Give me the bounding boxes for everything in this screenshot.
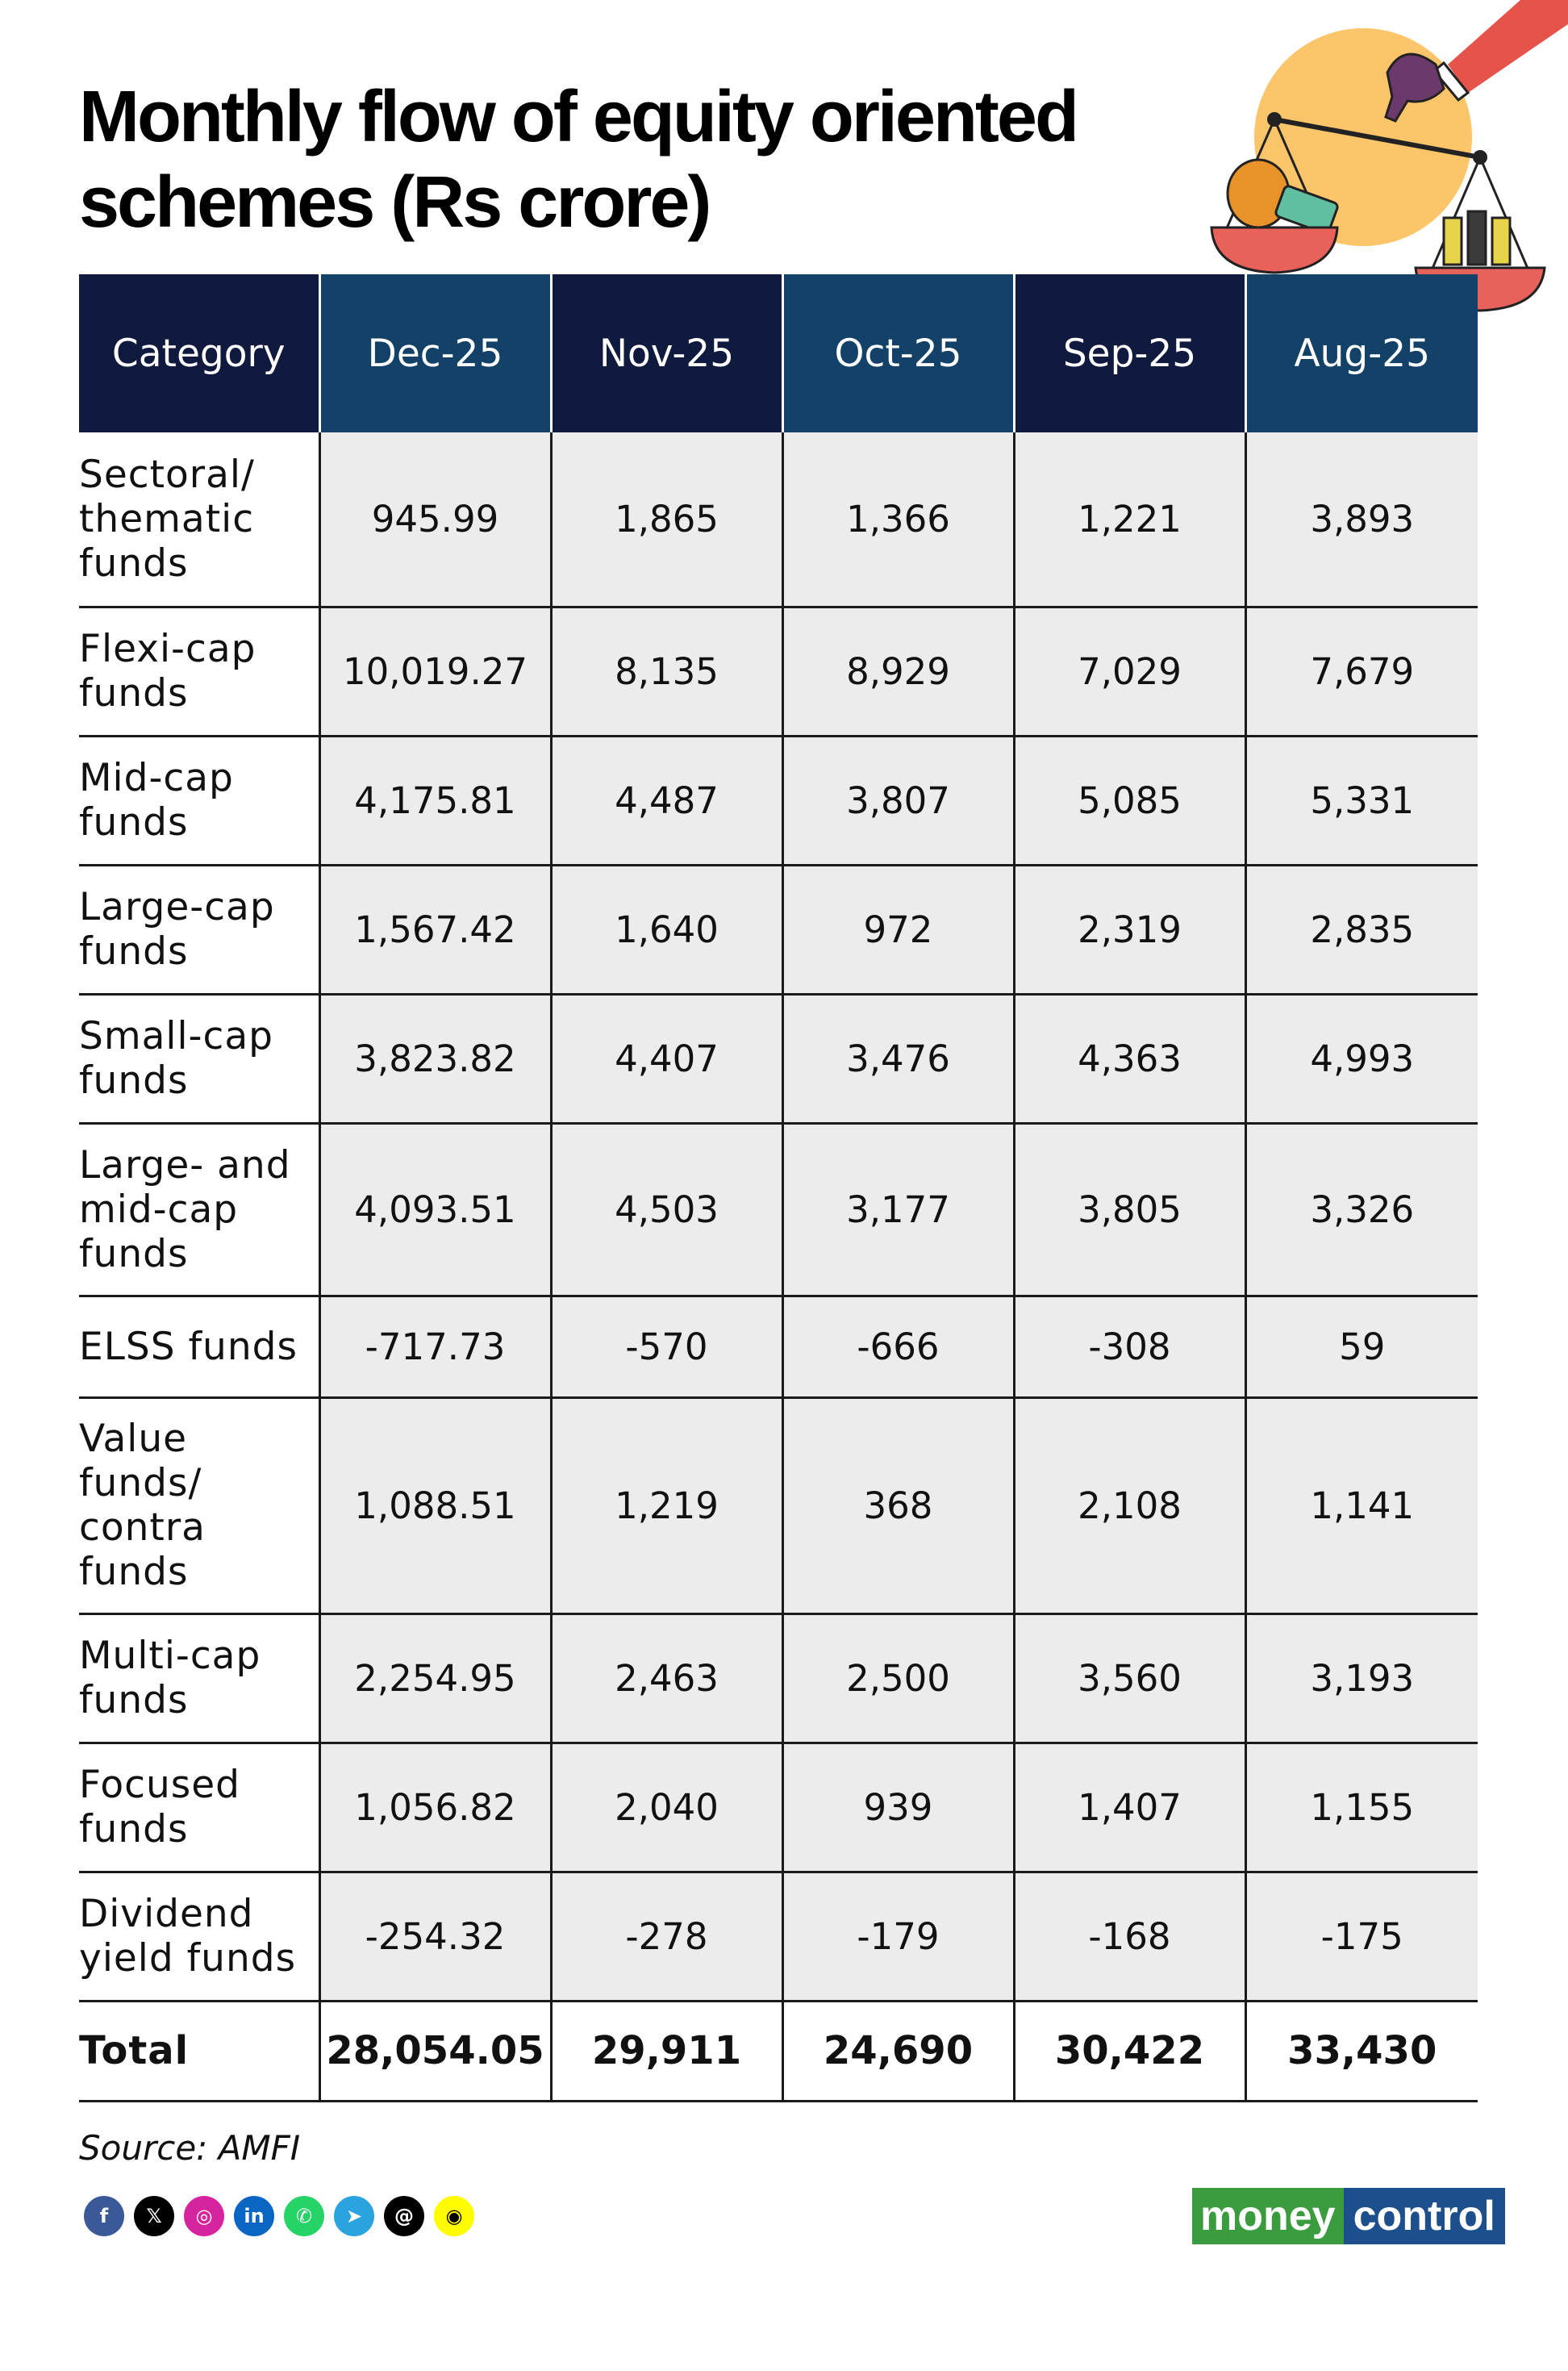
cell-sep-25: -308 — [1014, 1296, 1245, 1397]
moneycontrol-logo — [1192, 2188, 1505, 2244]
table-row — [79, 1123, 1478, 1296]
cell-dec-25: 945.99 — [319, 432, 551, 607]
cell-nov-25: 1,640 — [551, 865, 782, 994]
cell-dec-25: 4,093.51 — [319, 1123, 551, 1296]
row-category-small-cap-funds: Small-cap funds — [79, 994, 319, 1123]
cell-aug-25: 2,835 — [1245, 865, 1478, 994]
people-icon — [1444, 218, 1462, 265]
cell-aug-25: 7,679 — [1245, 607, 1478, 736]
cell-nov-25: 2,463 — [551, 1613, 782, 1743]
facebook-icon[interactable]: f — [84, 2196, 124, 2236]
total-oct-25: 24,690 — [782, 2001, 1014, 2101]
total-aug-25: 33,430 — [1245, 2001, 1478, 2101]
total-label: Total — [79, 2001, 319, 2101]
cell-dec-25: 4,175.81 — [319, 736, 551, 865]
row-category-dividend-yield-funds: Dividend yield funds — [79, 1872, 319, 2001]
telegram-icon[interactable]: ➤ — [334, 2196, 374, 2236]
table-row — [79, 994, 1478, 1123]
logo-part-control: control — [1344, 2188, 1505, 2244]
cell-nov-25: 4,487 — [551, 736, 782, 865]
cell-sep-25: 5,085 — [1014, 736, 1245, 865]
cell-nov-25: 4,407 — [551, 994, 782, 1123]
table-row — [79, 1743, 1478, 1872]
cell-sep-25: 4,363 — [1014, 994, 1245, 1123]
row-category-large-and-mid-cap-funds: Large- and mid-cap funds — [79, 1123, 319, 1296]
cell-oct-25: 8,929 — [782, 607, 1014, 736]
row-category-flexi-cap-funds: Flexi-cap funds — [79, 607, 319, 736]
row-category-focused-funds: Focused funds — [79, 1743, 319, 1872]
row-category-large-cap-funds: Large-cap funds — [79, 865, 319, 994]
header-sep-25: Sep-25 — [1014, 274, 1245, 432]
equity-flow-table — [79, 274, 1478, 2102]
header-oct-25: Oct-25 — [782, 274, 1014, 432]
instagram-icon[interactable]: ◎ — [184, 2196, 224, 2236]
cell-oct-25: 3,177 — [782, 1123, 1014, 1296]
cell-nov-25: 1,219 — [551, 1397, 782, 1613]
row-category-mid-cap-funds: Mid-cap funds — [79, 736, 319, 865]
cell-aug-25: 3,893 — [1245, 432, 1478, 607]
cell-aug-25: 5,331 — [1245, 736, 1478, 865]
cell-sep-25: 2,319 — [1014, 865, 1245, 994]
linkedin-icon[interactable]: in — [234, 2196, 274, 2236]
table-row — [79, 865, 1478, 994]
social-icons — [84, 2196, 474, 2236]
cell-dec-25: -254.32 — [319, 1872, 551, 2001]
cell-sep-25: 1,221 — [1014, 432, 1245, 607]
cell-nov-25: 1,865 — [551, 432, 782, 607]
row-category-elss-funds: ELSS funds — [79, 1296, 319, 1397]
cell-oct-25: 972 — [782, 865, 1014, 994]
cell-aug-25: 1,141 — [1245, 1397, 1478, 1613]
cell-nov-25: 4,503 — [551, 1123, 782, 1296]
table-row — [79, 432, 1478, 607]
cell-dec-25: -717.73 — [319, 1296, 551, 1397]
total-dec-25: 28,054.05 — [319, 2001, 551, 2101]
cell-dec-25: 1,088.51 — [319, 1397, 551, 1613]
table-row — [79, 1613, 1478, 1743]
cell-oct-25: 939 — [782, 1743, 1014, 1872]
cell-oct-25: 3,476 — [782, 994, 1014, 1123]
header-nov-25: Nov-25 — [551, 274, 782, 432]
cell-aug-25: 59 — [1245, 1296, 1478, 1397]
row-category-multi-cap-funds: Multi-cap funds — [79, 1613, 319, 1743]
cell-oct-25: -179 — [782, 1872, 1014, 2001]
cell-aug-25: 3,193 — [1245, 1613, 1478, 1743]
total-row — [79, 2001, 1478, 2101]
source-note: Source: AMFI — [79, 2128, 301, 2168]
table-row — [79, 1397, 1478, 1613]
cell-nov-25: -570 — [551, 1296, 782, 1397]
row-category-value-funds-contra-funds: Value funds/ contra funds — [79, 1397, 319, 1613]
table-row — [79, 1296, 1478, 1397]
table-body — [79, 432, 1478, 2101]
total-nov-25: 29,911 — [551, 2001, 782, 2101]
cell-aug-25: 4,993 — [1245, 994, 1478, 1123]
page-title-line-2: schemes (Rs crore) — [79, 162, 710, 243]
cell-aug-25: -175 — [1245, 1872, 1478, 2001]
hand-sleeve — [1448, 0, 1568, 93]
header-dec-25: Dec-25 — [319, 274, 551, 432]
cell-sep-25: 7,029 — [1014, 607, 1245, 736]
threads-icon[interactable]: @ — [384, 2196, 424, 2236]
cell-dec-25: 1,056.82 — [319, 1743, 551, 1872]
table-row — [79, 607, 1478, 736]
cell-nov-25: -278 — [551, 1872, 782, 2001]
cell-sep-25: -168 — [1014, 1872, 1245, 2001]
cell-dec-25: 3,823.82 — [319, 994, 551, 1123]
cell-nov-25: 8,135 — [551, 607, 782, 736]
cell-sep-25: 3,560 — [1014, 1613, 1245, 1743]
page-title-line-1: Monthly flow of equity oriented — [79, 77, 1077, 157]
cell-sep-25: 2,108 — [1014, 1397, 1245, 1613]
whatsapp-icon[interactable]: ✆ — [284, 2196, 324, 2236]
table-row — [79, 736, 1478, 865]
cell-oct-25: 1,366 — [782, 432, 1014, 607]
logo-part-money: money — [1192, 2188, 1344, 2244]
cell-dec-25: 10,019.27 — [319, 607, 551, 736]
header-category: Category — [79, 274, 319, 432]
cell-sep-25: 1,407 — [1014, 1743, 1245, 1872]
left-pan — [1211, 227, 1337, 273]
cell-oct-25: 368 — [782, 1397, 1014, 1613]
table-header-row — [79, 274, 1478, 432]
cell-dec-25: 2,254.95 — [319, 1613, 551, 1743]
table-row — [79, 1872, 1478, 2001]
cell-aug-25: 1,155 — [1245, 1743, 1478, 1872]
total-sep-25: 30,422 — [1014, 2001, 1245, 2101]
cell-sep-25: 3,805 — [1014, 1123, 1245, 1296]
cell-nov-25: 2,040 — [551, 1743, 782, 1872]
cell-oct-25: -666 — [782, 1296, 1014, 1397]
cell-oct-25: 3,807 — [782, 736, 1014, 865]
row-category-sectoral-thematic-funds: Sectoral/ thematic funds — [79, 432, 319, 607]
cell-aug-25: 3,326 — [1245, 1123, 1478, 1296]
snapchat-icon[interactable]: ◉ — [434, 2196, 474, 2236]
cell-dec-25: 1,567.42 — [319, 865, 551, 994]
x-icon[interactable]: 𝕏 — [134, 2196, 174, 2236]
page-title — [79, 74, 1224, 245]
cell-oct-25: 2,500 — [782, 1613, 1014, 1743]
header-aug-25: Aug-25 — [1245, 274, 1478, 432]
